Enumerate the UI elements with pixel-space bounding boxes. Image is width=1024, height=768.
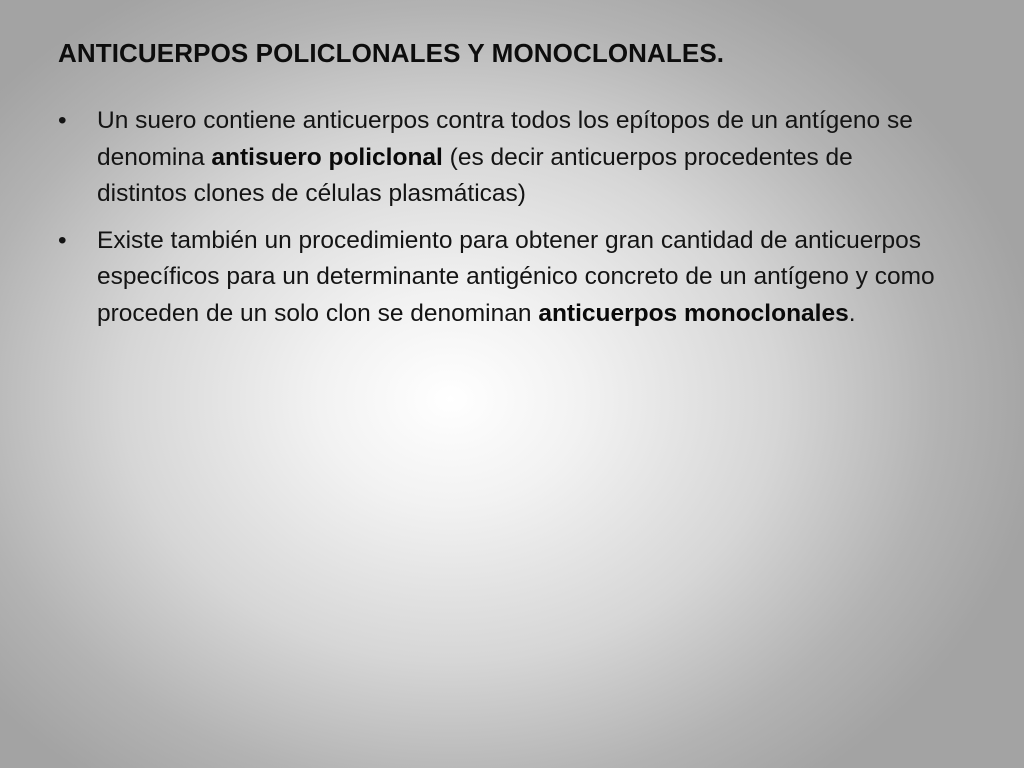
- bullet-list: [58, 103, 948, 342]
- bullet-text-before: Un suero contiene anticuerpos contra todos los epítopos de un antígeno se denomina: [97, 107, 913, 171]
- slide-title: ANTICUERPOS POLICLONALES Y MONOCLONALES.: [58, 38, 725, 68]
- term-polyclonal-antiserum: antisuero policlonal: [211, 143, 443, 171]
- bullet-point-icon: •: [58, 107, 67, 134]
- bullet-text-after: (es decir anticuerpos procedentes de distintos clones de células plasmáticas): [97, 143, 853, 207]
- bullet-text-before: Existe también un procedimiento para obtener gran cantidad de anticuerpos específicos para un determinante antigénico concreto de un antígeno y como proceden de un solo clon se denominan: [97, 226, 935, 327]
- bullet-item-monoclonal: [58, 223, 948, 333]
- bullet-point-icon: •: [58, 226, 67, 254]
- bullet-item-polyclonal: [58, 103, 948, 213]
- bullet-text-after: .: [848, 299, 856, 327]
- term-monoclonal-antibodies: anticuerpos monoclonales: [538, 299, 849, 327]
